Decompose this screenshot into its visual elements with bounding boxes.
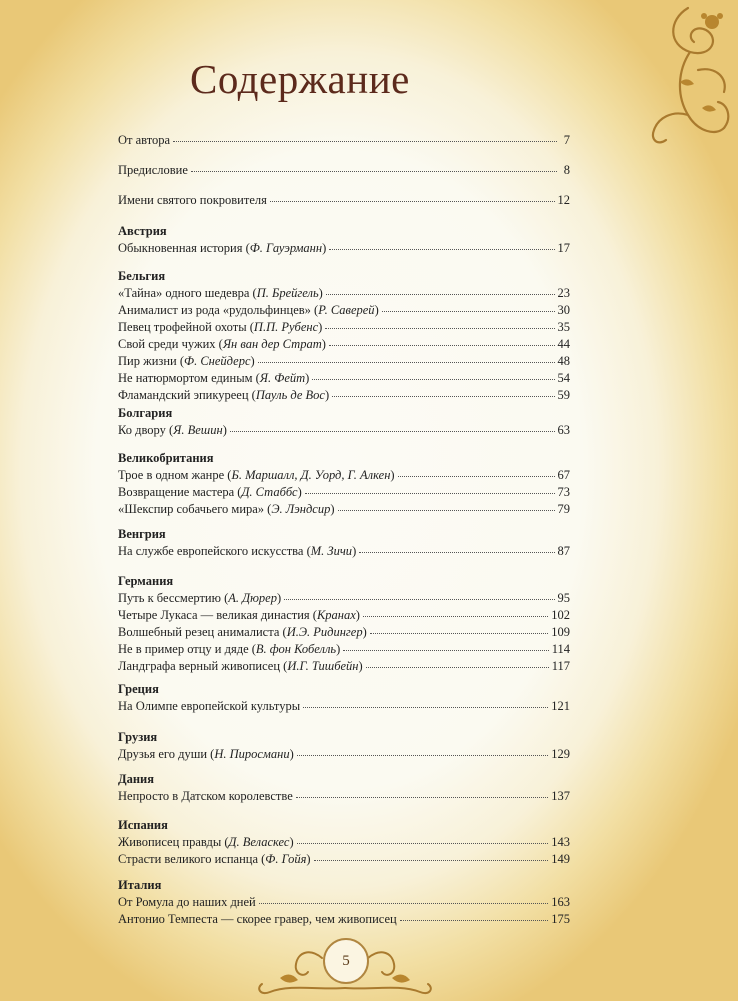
entry-author: Б. Маршалл, Д. Уорд, Г. Алкен	[231, 468, 391, 482]
toc-section-heading: Греция	[118, 682, 159, 696]
entry-page-number: 35	[557, 320, 570, 334]
toc-entry[interactable]	[118, 746, 570, 762]
entry-author: П. Брейгель	[256, 286, 319, 300]
dot-leader	[329, 239, 554, 250]
entry-page-number: 54	[557, 371, 570, 385]
dot-leader	[398, 466, 555, 477]
entry-page-number: 149	[551, 852, 570, 866]
entry-title: «Тайна» одного шедевра (П. Брейгель)	[118, 286, 323, 300]
dot-leader	[259, 893, 549, 904]
entry-title: Непросто в Датском королевстве	[118, 789, 293, 803]
toc-entry[interactable]	[118, 911, 570, 927]
dot-leader	[230, 421, 555, 432]
entry-page-number: 117	[551, 659, 570, 673]
toc-entry[interactable]	[118, 543, 570, 559]
toc-entry[interactable]	[118, 240, 570, 256]
toc-section-heading: Дания	[118, 772, 155, 786]
entry-title: На Олимпе европейской культуры	[118, 699, 301, 713]
entry-page-number: 114	[551, 642, 570, 656]
toc-entry[interactable]	[118, 788, 570, 804]
entry-page-number: 87	[557, 544, 570, 558]
entry-page-number: 109	[551, 625, 570, 639]
entry-title: «Шекспир собачьего мира» (Э. Лэндсир)	[118, 502, 335, 516]
toc-section-heading: Великобритания	[118, 451, 214, 465]
entry-page-number: 137	[551, 789, 570, 803]
dot-leader	[366, 657, 549, 668]
toc-entry[interactable]	[118, 353, 570, 369]
entry-title: Не в пример отцу и дяде (В. фон Кобелль)	[118, 642, 341, 656]
dot-leader	[297, 833, 549, 844]
entry-title: Обыкновенная история (Ф. Гауэрманн)	[118, 241, 327, 255]
entry-title: Фламандский эпикуреец (Пауль де Вос)	[118, 388, 330, 402]
toc-entry[interactable]	[118, 302, 570, 318]
entry-title: Анималист из рода «рудольфинцев» (Р. Саверей)	[118, 303, 379, 317]
entry-page-number: 175	[551, 912, 570, 926]
dot-leader	[370, 623, 548, 634]
entry-page-number: 17	[557, 241, 570, 255]
toc-section-heading: Грузия	[118, 730, 158, 744]
dot-leader	[284, 589, 554, 600]
entry-title: Возвращение мастера (Д. Стаббс)	[118, 485, 302, 499]
entry-page-number: 95	[557, 591, 570, 605]
entry-page-number: 67	[557, 468, 570, 482]
dot-leader	[312, 369, 554, 380]
entry-author: Я. Фейт	[259, 371, 306, 385]
dot-leader	[303, 697, 548, 708]
entry-page-number: 48	[557, 354, 570, 368]
entry-author: И.Г. Тишбейн	[287, 659, 359, 673]
toc-intro-entry[interactable]	[118, 132, 570, 148]
dot-leader	[297, 745, 548, 756]
toc-section-heading: Германия	[118, 574, 174, 588]
toc-entry[interactable]	[118, 422, 570, 438]
dot-leader	[382, 301, 555, 312]
entry-title: Четыре Лукаса — великая династия (Кранах)	[118, 608, 360, 622]
dot-leader	[325, 318, 554, 329]
entry-page-number: 23	[557, 286, 570, 300]
entry-title: От автора	[118, 133, 171, 147]
entry-page-number: 7	[563, 133, 570, 147]
entry-page-number: 121	[551, 699, 570, 713]
dot-leader	[296, 787, 549, 798]
entry-title: Друзья его души (Н. Пиросмани)	[118, 747, 294, 761]
entry-page-number: 102	[551, 608, 570, 622]
toc-entry[interactable]	[118, 698, 570, 714]
entry-author: Кранах	[316, 608, 356, 622]
dot-leader	[258, 352, 555, 363]
entry-page-number: 44	[557, 337, 570, 351]
entry-author: Э. Лэндсир	[271, 502, 331, 516]
entry-author: А. Дюрер	[228, 591, 277, 605]
toc-entry[interactable]	[118, 624, 570, 640]
toc-section-heading: Венгрия	[118, 527, 166, 541]
page-number-medallion: 5	[323, 938, 369, 984]
dot-leader	[305, 483, 555, 494]
toc-entry[interactable]	[118, 319, 570, 335]
entry-author: Я. Вешин	[173, 423, 223, 437]
dot-leader	[338, 500, 555, 511]
entry-title: Путь к бессмертию (А. Дюрер)	[118, 591, 282, 605]
entry-title: Свой среди чужих (Ян ван дер Страт)	[118, 337, 326, 351]
toc-section-heading: Болгария	[118, 406, 173, 420]
toc-section-heading: Испания	[118, 818, 168, 832]
entry-author: П.П. Рубенс	[253, 320, 319, 334]
entry-author: М. Зичи	[310, 544, 353, 558]
entry-title: Ко двору (Я. Вешин)	[118, 423, 227, 437]
dot-leader	[400, 910, 549, 921]
dot-leader	[332, 386, 554, 397]
entry-title: Не натюрмортом единым (Я. Фейт)	[118, 371, 310, 385]
entry-page-number: 73	[557, 485, 570, 499]
dot-leader	[343, 640, 548, 651]
entry-title: Волшебный резец анималиста (И.Э. Ридингер)	[118, 625, 367, 639]
entry-title: Предисловие	[118, 163, 188, 177]
entry-author: И.Э. Ридингер	[286, 625, 363, 639]
entry-page-number: 79	[557, 502, 570, 516]
toc-entry[interactable]	[118, 484, 570, 500]
entry-title: От Ромула до наших дней	[118, 895, 256, 909]
entry-author: Ф. Снейдерс	[184, 354, 251, 368]
toc-intro-entry[interactable]	[118, 192, 570, 208]
entry-page-number: 163	[551, 895, 570, 909]
entry-title: На службе европейского искусства (М. Зичи)	[118, 544, 357, 558]
dot-leader	[173, 131, 557, 142]
toc-section-heading: Италия	[118, 878, 162, 892]
entry-author: Ф. Гауэрманн	[249, 241, 323, 255]
entry-author: В. фон Кобелль	[255, 642, 337, 656]
entry-title: Пир жизни (Ф. Снейдерс)	[118, 354, 255, 368]
entry-title: Ландграфа верный живописец (И.Г. Тишбейн)	[118, 659, 363, 673]
dot-leader	[329, 335, 555, 346]
toc-entry[interactable]	[118, 387, 570, 403]
corner-flourish-ornament	[628, 0, 738, 150]
entry-title: Певец трофейной охоты (П.П. Рубенс)	[118, 320, 323, 334]
entry-page-number: 129	[551, 747, 570, 761]
entry-page-number: 143	[551, 835, 570, 849]
toc-intro-entry[interactable]	[118, 162, 570, 178]
toc-entry[interactable]	[118, 834, 570, 850]
toc-entry[interactable]	[118, 370, 570, 386]
toc-entry[interactable]	[118, 501, 570, 517]
dot-leader	[359, 542, 554, 553]
dot-leader	[191, 161, 557, 172]
entry-author: Пауль де Вос	[255, 388, 325, 402]
entry-page-number: 12	[557, 193, 570, 207]
entry-author: Р. Саверей	[318, 303, 375, 317]
toc-entry[interactable]	[118, 641, 570, 657]
toc-section-heading: Бельгия	[118, 269, 166, 283]
entry-author: Д. Веласкес	[228, 835, 290, 849]
toc-entry[interactable]	[118, 336, 570, 352]
dot-leader	[363, 606, 548, 617]
entry-author: Д. Стаббс	[241, 485, 298, 499]
toc-entry[interactable]	[118, 894, 570, 910]
toc-entry[interactable]	[118, 285, 570, 301]
toc-entry[interactable]	[118, 607, 570, 623]
entry-page-number: 59	[557, 388, 570, 402]
dot-leader	[270, 191, 555, 202]
dot-leader	[314, 850, 549, 861]
entry-page-number: 8	[563, 163, 570, 177]
entry-page-number: 30	[557, 303, 570, 317]
toc-entry[interactable]	[118, 658, 570, 674]
page-title: Содержание	[190, 56, 410, 102]
entry-author: Н. Пиросмани	[214, 747, 290, 761]
entry-title: Имени святого покровителя	[118, 193, 267, 207]
entry-title: Трое в одном жанре (Б. Маршалл, Д. Уорд, Г. Алкен)	[118, 468, 395, 482]
entry-title: Антонио Темпеста — скорее гравер, чем живописец	[118, 912, 397, 926]
entry-title: Живописец правды (Д. Веласкес)	[118, 835, 294, 849]
toc-entry[interactable]	[118, 590, 570, 606]
entry-author: Ф. Гойя	[265, 852, 307, 866]
entry-title: Страсти великого испанца (Ф. Гойя)	[118, 852, 311, 866]
entry-page-number: 63	[557, 423, 570, 437]
toc-entry[interactable]	[118, 851, 570, 867]
entry-author: Ян ван дер Страт	[222, 337, 322, 351]
toc-section-heading: Австрия	[118, 224, 167, 238]
dot-leader	[326, 284, 555, 295]
toc-entry[interactable]	[118, 467, 570, 483]
